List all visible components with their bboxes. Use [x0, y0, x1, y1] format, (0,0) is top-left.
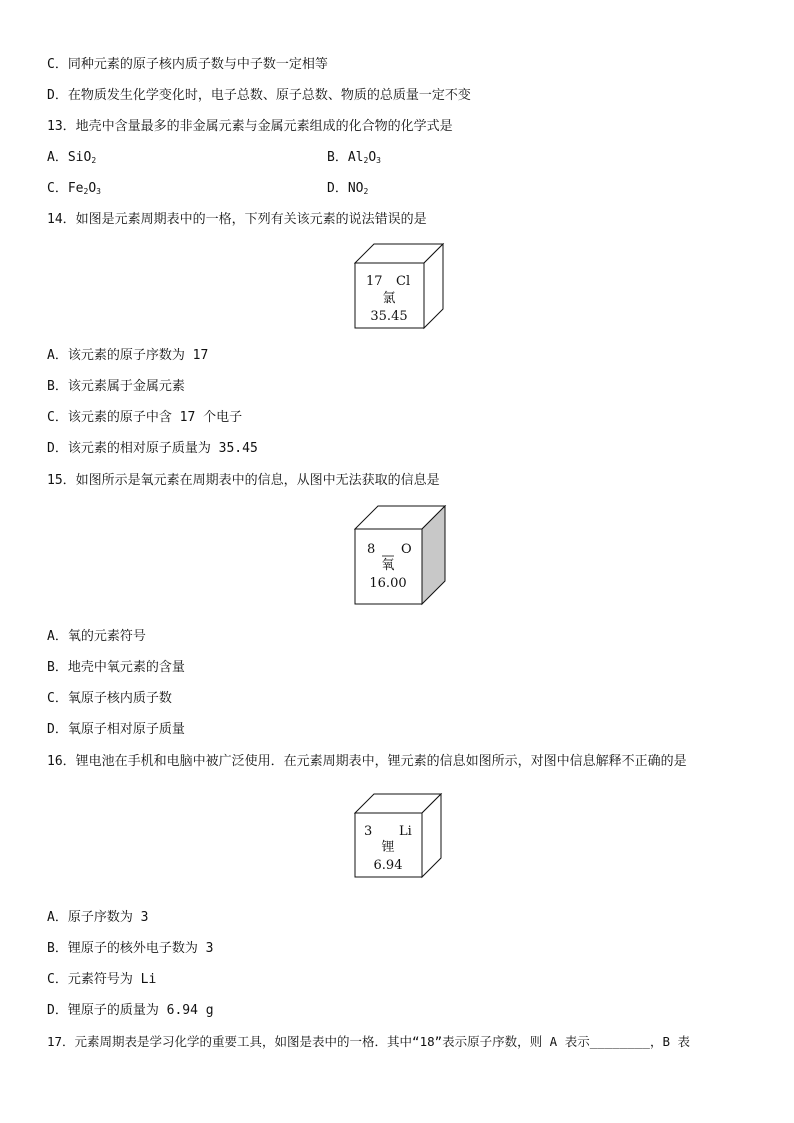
- q17-stem: 17．元素周期表是学习化学的重要工具，如图是表中的一格．其中“18”表示原子序数，则 A 表示________，B 表: [47, 1034, 690, 1049]
- q13-stem: 13．地壳中含量最多的非金属元素与金属元素组成的化合物的化学式是: [47, 119, 453, 134]
- element-name: 氯: [382, 291, 396, 306]
- q13-option-d: D．$NO_2$: [327, 181, 369, 196]
- q16-option-b: B．锂原子的核外电子数为 3: [47, 941, 214, 956]
- q13-option-c: C．$Fe_2O_3$: [47, 181, 101, 196]
- q15-stem: 15．如图所示是氧元素在周期表中的信息，从图中无法获取的信息是: [47, 473, 440, 488]
- element-symbol: Cl: [396, 274, 411, 289]
- q14-option-b: B．该元素属于金属元素: [47, 379, 185, 394]
- q15-option-c: C．氧原子核内质子数: [47, 691, 172, 706]
- q14-element-cell: [354, 243, 446, 331]
- q14-stem: 14．如图是元素周期表中的一格，下列有关该元素的说法错误的是: [47, 212, 427, 227]
- element-cube-diagram: [354, 243, 446, 331]
- element-name: 锂: [381, 840, 395, 855]
- element-name: 氧: [381, 558, 395, 573]
- atomic-mass: 35.45: [370, 309, 408, 324]
- q13-option-a: A．SiO$_2$: [47, 150, 97, 165]
- atomic-number: 3: [364, 824, 373, 839]
- q16-element-cell: [354, 793, 444, 879]
- q14-option-a: A．该元素的原子序数为 17: [47, 348, 209, 363]
- q16-option-c: C．元素符号为 Li: [47, 972, 157, 987]
- q13-option-b: B．$Al_2O_3$: [327, 150, 381, 165]
- element-symbol: O: [401, 542, 412, 557]
- q16-option-d: D．锂原子的质量为 6.94 g: [47, 1003, 214, 1018]
- element-cube-diagram: [354, 793, 444, 879]
- atomic-mass: 16.00: [369, 576, 407, 591]
- q15-option-b: B．地壳中氧元素的含量: [47, 660, 185, 675]
- element-symbol: Li: [399, 824, 412, 839]
- element-cube-diagram: [354, 505, 448, 606]
- q12-option-c: C．同种元素的原子核内质子数与中子数一定相等: [47, 57, 328, 72]
- q15-option-d: D．氧原子相对原子质量: [47, 722, 185, 737]
- q15-option-a: A．氧的元素符号: [47, 629, 146, 644]
- q15-element-cell: [354, 505, 448, 606]
- q16-stem: 16．锂电池在手机和电脑中被广泛使用．在元素周期表中，锂元素的信息如图所示，对图中信息解释不正确的是: [47, 754, 687, 769]
- q14-option-c: C．该元素的原子中含 17 个电子: [47, 410, 243, 425]
- q14-option-d: D．该元素的相对原子质量为 35.45: [47, 441, 258, 456]
- atomic-mass: 6.94: [373, 858, 403, 873]
- q16-option-a: A．原子序数为 3: [47, 910, 149, 925]
- atomic-number: 17: [366, 274, 383, 289]
- atomic-number: 8: [367, 542, 376, 557]
- q12-option-d: D．在物质发生化学变化时，电子总数、原子总数、物质的总质量一定不变: [47, 88, 471, 103]
